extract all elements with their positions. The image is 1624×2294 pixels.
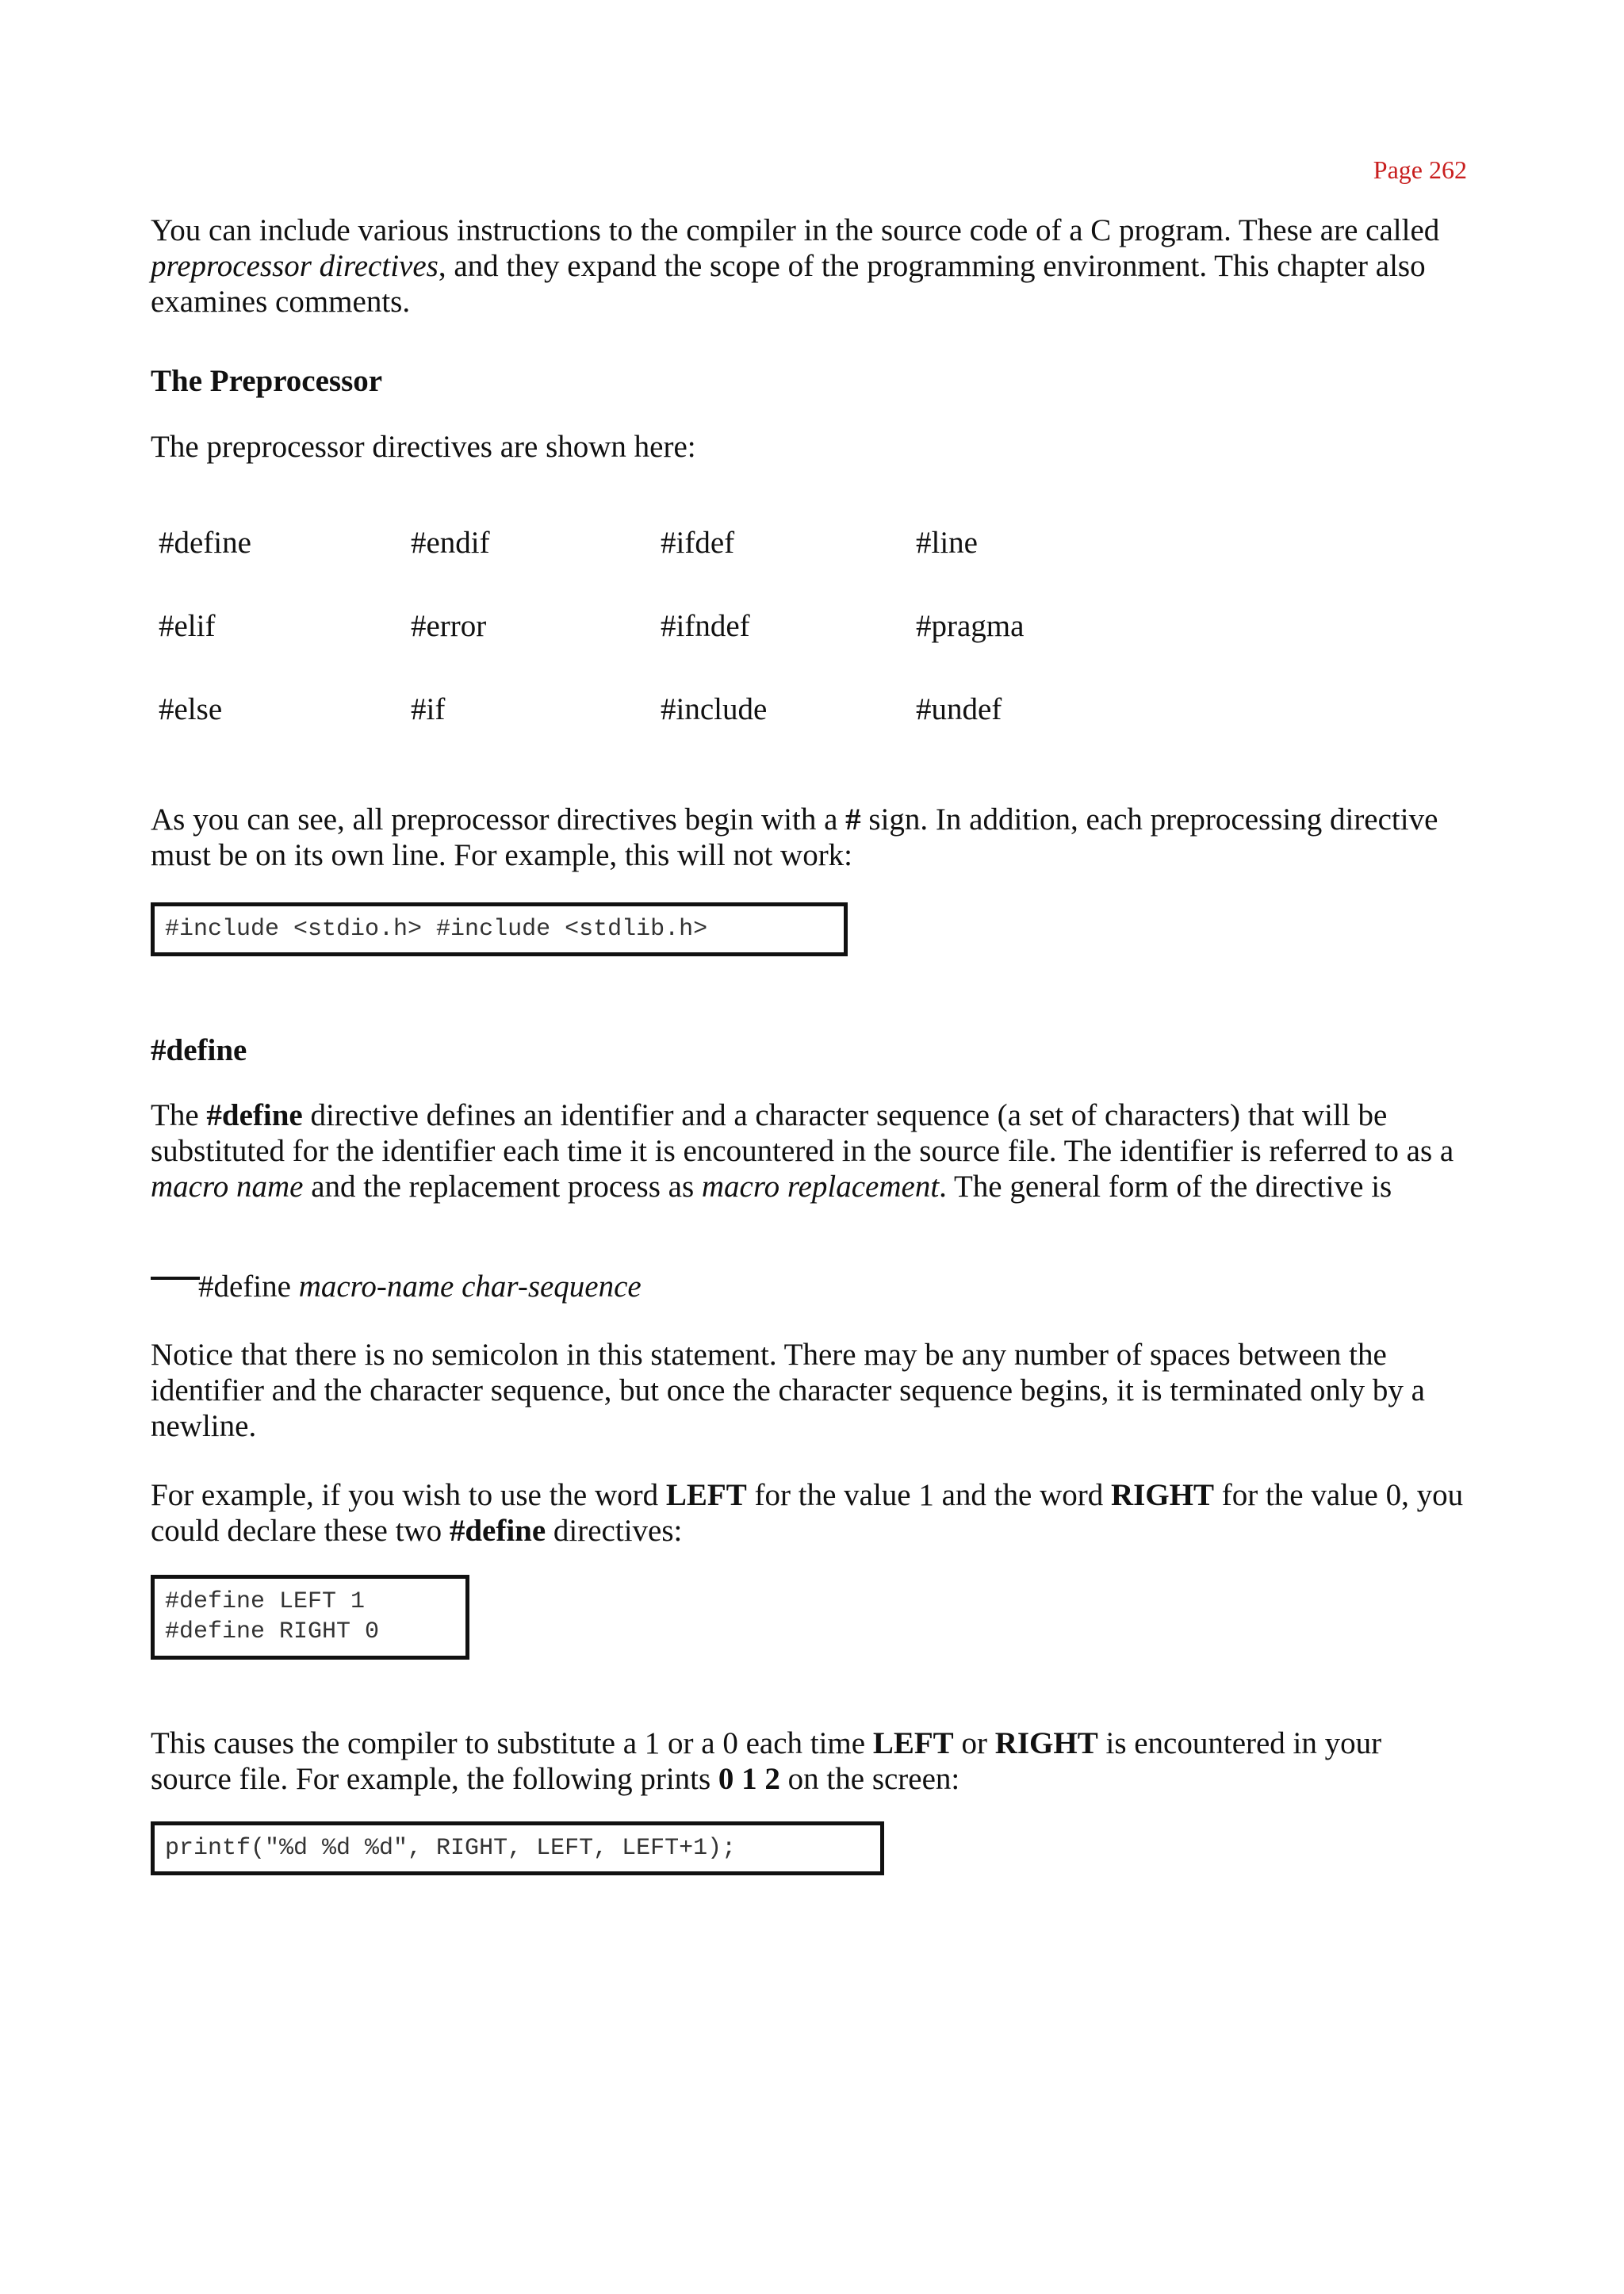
keyword: RIGHT	[994, 1726, 1098, 1760]
intro-emphasis: preprocessor directives	[151, 249, 439, 283]
substitution-paragraph	[151, 1725, 1467, 1797]
directive-cell: #error	[411, 609, 487, 643]
define-intro-paragraph	[151, 1097, 1467, 1204]
directive-cell: #ifndef	[661, 609, 750, 643]
directive-cell: #ifdef	[661, 526, 735, 560]
text: #define	[198, 1270, 299, 1304]
form-marker-rule	[151, 1277, 200, 1280]
intro-text-1: You can include various instructions to the compiler in the source code of a C program. These are called	[151, 213, 1440, 247]
text: directive defines an identifier and a character sequence (a set of characters) that will be substituted for the identifier each time it is encountered in the source file. The identifier is referred to as a	[151, 1098, 1454, 1168]
keyword: 0 1 2	[718, 1762, 780, 1796]
semicolon-note-paragraph: Notice that there is no semicolon in this statement. There may be any number of spaces between the identifier and the character sequence, but once the character sequence begins, it is terminated only by a newline.	[151, 1338, 1425, 1443]
keyword: #define	[206, 1098, 303, 1132]
text: on the screen:	[779, 1762, 960, 1796]
directive-cell: #define	[159, 526, 251, 560]
code-block-defines: #define LEFT 1 #define RIGHT 0	[151, 1575, 469, 1660]
text: for the value 0, you could declare these two	[151, 1478, 1464, 1548]
section-heading-define: #define	[151, 1033, 247, 1067]
code-block-include: #include <stdio.h> #include <stdlib.h>	[151, 902, 848, 956]
keyword: RIGHT	[1110, 1478, 1214, 1512]
directive-cell: #else	[159, 692, 223, 726]
text: sign. In addition, each preprocessing directive must be on its own line. For example, this will not work:	[151, 802, 1438, 872]
keyword: #define	[449, 1514, 546, 1548]
general-form-line	[198, 1269, 1515, 1304]
intro-text-2: , and they expand the scope of the programming environment. This chapter also examines comments.	[151, 249, 1426, 319]
keyword: LEFT	[872, 1726, 954, 1760]
intro-paragraph	[151, 213, 1467, 320]
directive-cell: #line	[916, 526, 978, 560]
emphasis: macro-name char-sequence	[298, 1270, 642, 1304]
text: This causes the compiler to substitute a 1 or a 0 each time	[151, 1726, 873, 1760]
directive-cell: #include	[661, 692, 768, 726]
emphasis: macro replacement	[701, 1170, 940, 1204]
text: As you can see, all preprocessor directives begin with a	[151, 802, 846, 837]
directive-cell: #undef	[916, 692, 1002, 726]
page-number: Page 262	[1373, 155, 1467, 184]
directive-cell: #elif	[159, 609, 216, 643]
text: For example, if you wish to use the word	[151, 1478, 666, 1512]
directive-rule-paragraph	[151, 802, 1467, 873]
directive-cell: #if	[411, 692, 446, 726]
text: or	[953, 1726, 995, 1760]
directive-cell: #pragma	[916, 609, 1025, 643]
keyword: LEFT	[665, 1478, 747, 1512]
text: directives:	[546, 1514, 683, 1548]
directive-cell: #endif	[411, 526, 490, 560]
text: is encountered in your source file. For example, the following prints	[151, 1726, 1382, 1796]
text: The	[151, 1098, 207, 1132]
text: for the value 1 and the word	[746, 1478, 1111, 1512]
code-block-printf: printf("%d %d %d", RIGHT, LEFT, LEFT+1);	[151, 1821, 884, 1875]
directives-lead: The preprocessor directives are shown here:	[151, 430, 696, 464]
text: and the replacement process as	[303, 1170, 702, 1204]
section-heading-preprocessor: The Preprocessor	[151, 364, 383, 398]
emphasis: macro name	[151, 1170, 304, 1204]
text: . The general form of the directive is	[939, 1170, 1392, 1204]
example-paragraph	[151, 1477, 1467, 1549]
hash-sign: #	[845, 802, 861, 837]
